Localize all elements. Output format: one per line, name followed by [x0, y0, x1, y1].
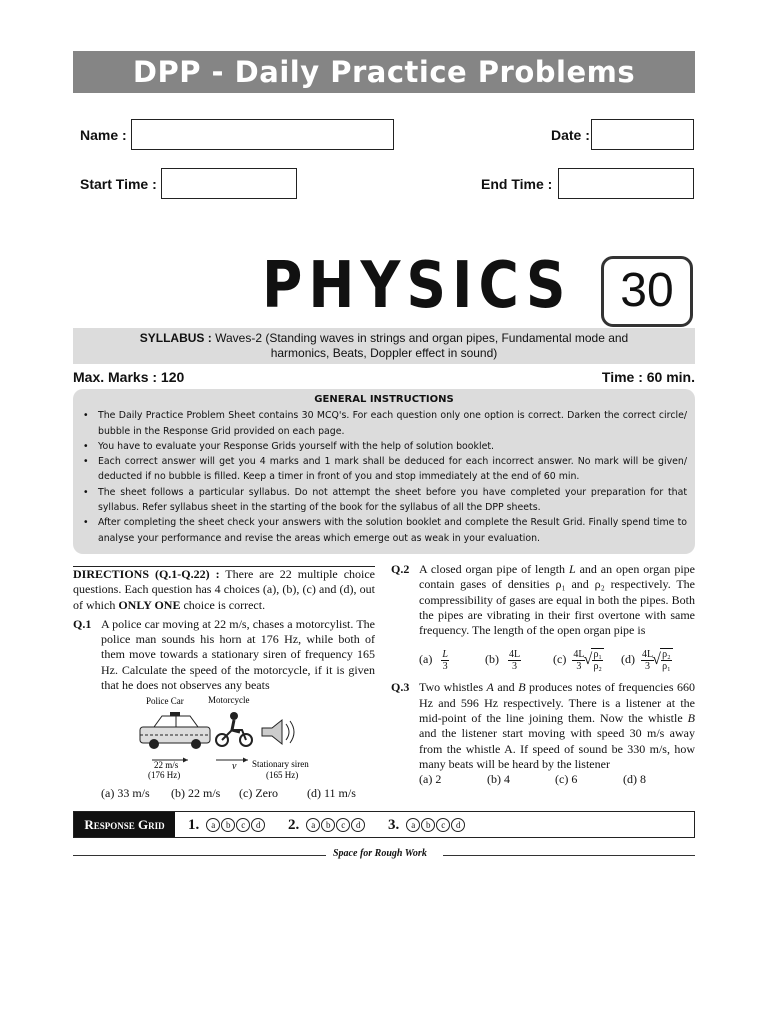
q3-whistle-b-2: B: [687, 711, 695, 726]
question-number: Q.1: [73, 616, 92, 631]
question-text: A police car moving at 22 m/s, chases a motorcylist. The police man sounds his horn at 176 Hz, while both of them move towards a stationary siren of frequency 165 Hz. Calculate the speed of the motorcycle, if it is given that he does not observes any beats: [101, 616, 375, 693]
start-time-field[interactable]: [161, 168, 297, 199]
q1-options: [101, 786, 371, 801]
numerator: 4L: [509, 648, 521, 660]
numerator: √ ρ₁: [593, 649, 602, 661]
q3-option-c[interactable]: (c) 6: [555, 772, 578, 787]
name-field[interactable]: [131, 119, 394, 150]
square-root: [660, 648, 672, 672]
instruction-item: • The sheet follows a particular syllabus. Do not attempt the sheet before you have completed your preparation for that syllabus. Refer syllabus sheet in the starting of the book for the syllabus of all the DPP sheets.: [81, 485, 687, 516]
date-field[interactable]: [591, 119, 694, 150]
denominator: ρ₁: [662, 661, 671, 673]
bubble-d[interactable]: d: [451, 818, 465, 832]
end-time-label: End Time :: [481, 176, 553, 192]
option-label: (d): [621, 652, 635, 667]
q2-rho2: ρ₂: [594, 577, 605, 592]
bubble-d[interactable]: d: [251, 818, 265, 832]
denominator: 3: [576, 660, 582, 672]
q2-text: A closed organ pipe of length: [419, 562, 569, 576]
q2-length-symbol: L: [568, 562, 576, 576]
directions-emphasis: ONLY ONE: [118, 597, 181, 612]
date-label: Date :: [551, 127, 590, 143]
syllabus-line2: harmonics, Beats, Doppler effect in sound): [270, 346, 498, 360]
numerator: √ ρ₂: [662, 649, 671, 661]
option-label: (b): [485, 652, 499, 667]
motorcycle-label: Motorcycle: [208, 695, 250, 705]
directions-text-end: choice is correct.: [180, 597, 266, 612]
denominator: 3: [645, 660, 651, 672]
bubble-c[interactable]: c: [336, 818, 350, 832]
response-item-3: [388, 815, 465, 835]
name-label: Name :: [80, 127, 127, 143]
response-grid-label: Response Grid: [74, 812, 175, 837]
denominator: ρ₂: [593, 661, 602, 673]
horn-frequency-label: (176 Hz): [148, 770, 181, 780]
bubble-d[interactable]: d: [351, 818, 365, 832]
option-label: (c): [553, 652, 567, 667]
square-root: [591, 648, 603, 672]
left-column: [73, 566, 375, 693]
response-number: 3.: [388, 817, 400, 833]
option-label: (a): [419, 652, 433, 667]
bubble-a[interactable]: a: [406, 818, 420, 832]
divider-line-right: [443, 855, 695, 856]
general-instructions: [73, 389, 695, 554]
numerator: L: [442, 648, 448, 660]
instruction-item: • You have to evaluate your Response Grids yourself with the help of solution booklet.: [81, 439, 687, 454]
rough-work-divider: [73, 848, 695, 862]
bubble-a[interactable]: a: [206, 818, 220, 832]
numerator: 4L: [642, 648, 654, 660]
q3-text-2: produces notes of frequencies 660 Hz and 596 Hz respectively. There is a listener at the mid-point of the line joining them. Now the whistle: [419, 680, 695, 726]
q1-option-d[interactable]: (d) 11 m/s: [307, 786, 356, 800]
q2-text-2: and an open organ pipe contain gases of densities: [419, 562, 695, 592]
bubble-c[interactable]: c: [236, 818, 250, 832]
page-title: DPP - Daily Practice Problems: [73, 51, 695, 93]
siren-label: Stationary siren: [252, 759, 309, 769]
syllabus-bar: [73, 328, 695, 364]
question-number: Q.2: [391, 562, 410, 576]
syllabus-line1: Waves-2 (Standing waves in strings and organ pipes, Fundamental mode and: [215, 331, 629, 345]
bubble-a[interactable]: a: [306, 818, 320, 832]
q2-rho1: ρ₁: [555, 577, 566, 592]
q3-text-3: and the listener start moving with speed 30 m/s away from the whistle A. If speed of sound be 330 m/s, how many beats will be heard by the listener: [419, 726, 695, 771]
q2-option-a[interactable]: [419, 649, 485, 672]
max-marks: Max. Marks : 120: [73, 369, 185, 385]
q1-option-b[interactable]: (b) 22 m/s: [171, 786, 221, 800]
fraction: [661, 649, 671, 672]
q3-and: and: [493, 680, 519, 695]
q3-option-a[interactable]: (a) 2: [419, 772, 442, 787]
police-car-icon: [140, 712, 210, 749]
q2-and: and: [565, 577, 595, 592]
police-car-label: Police Car: [146, 696, 184, 706]
siren-frequency-label: (165 Hz): [266, 770, 299, 780]
question-3: [391, 680, 695, 772]
q2-option-c[interactable]: [553, 648, 621, 672]
fraction: [592, 649, 602, 672]
numerator: 4L: [573, 648, 585, 660]
directions-text: There are 22 multiple choice questions. Each question has 4 choices (a), (b), (c) and (d), out of which: [73, 567, 376, 612]
q3-option-b[interactable]: (b) 4: [487, 772, 510, 787]
question-number: Q.3: [391, 680, 410, 695]
divider-line-left: [73, 855, 326, 856]
instructions-title: GENERAL INSTRUCTIONS: [314, 394, 454, 405]
directions-head: DIRECTIONS (Q.1-Q.22) :: [73, 567, 220, 581]
fraction: [508, 649, 521, 672]
denominator: 3: [512, 660, 518, 672]
response-number: 1.: [188, 817, 200, 833]
q2-options: [391, 648, 695, 672]
syllabus-label: SYLLABUS :: [139, 331, 212, 345]
end-time-field[interactable]: [558, 168, 694, 199]
question-1: [73, 617, 375, 693]
motorcycle-icon: [216, 712, 252, 746]
motorcycle-speed-label: v: [232, 761, 237, 772]
instruction-item: • Each correct answer will get you 4 marks and 1 mark shall be deduced for each incorrect answer. No mark will be given/ deducted if no bubble is filled. Keep a timer in front of you and stop immediately at the end of 60 min.: [81, 454, 687, 485]
time-limit: Time : 60 min.: [601, 369, 695, 385]
q2-text-3: respectively. The compressibility of gases are equal in both the pipes. Both the pipes are vibrating in their first overtone with same frequency. The length of the open organ pipe is: [419, 577, 695, 638]
q3-whistle-a: A: [486, 680, 494, 695]
q2-option-d[interactable]: [621, 648, 673, 672]
bubble-b[interactable]: b: [321, 818, 335, 832]
fraction: [441, 649, 449, 672]
q3-whistle-b: B: [518, 680, 526, 695]
response-number: 2.: [288, 817, 300, 833]
q3-options: [391, 772, 695, 787]
q3-text: Two whistles: [419, 680, 487, 695]
response-item-1: [188, 815, 265, 835]
right-column: [391, 562, 695, 788]
bubble-c[interactable]: c: [436, 818, 450, 832]
q1-figure: [128, 692, 358, 784]
siren-icon: [262, 720, 294, 744]
q2-option-b[interactable]: [485, 649, 553, 672]
response-grid: [73, 811, 695, 838]
instruction-item: • The Daily Practice Problem Sheet contains 30 MCQ's. For each question only one option is correct. Darken the correct circle/ bubble in the Response Grid provided on each page.: [81, 408, 687, 439]
instruction-item: • After completing the sheet check your answers with the solution booklet and complete the Result Grid. Finally spend time to analyse your performance and revise the areas which emerge out as weak in your evaluation.: [81, 515, 687, 546]
bubble-b[interactable]: b: [421, 818, 435, 832]
bubble-b[interactable]: b: [221, 818, 235, 832]
start-time-label: Start Time :: [80, 176, 157, 192]
subject-title: PHYSICS: [262, 249, 572, 323]
police-speed-label: 22 m/s: [154, 760, 179, 770]
q1-option-c[interactable]: (c) Zero: [239, 786, 278, 800]
sheet-number: 30: [601, 256, 693, 327]
directions: [73, 566, 375, 613]
rough-work-label: Space for Rough Work: [333, 848, 427, 859]
question-2: [391, 562, 695, 638]
q3-option-d[interactable]: (d) 8: [623, 772, 646, 787]
denominator: 3: [442, 660, 448, 672]
q1-option-a[interactable]: (a) 33 m/s: [101, 786, 150, 800]
response-item-2: [288, 815, 365, 835]
